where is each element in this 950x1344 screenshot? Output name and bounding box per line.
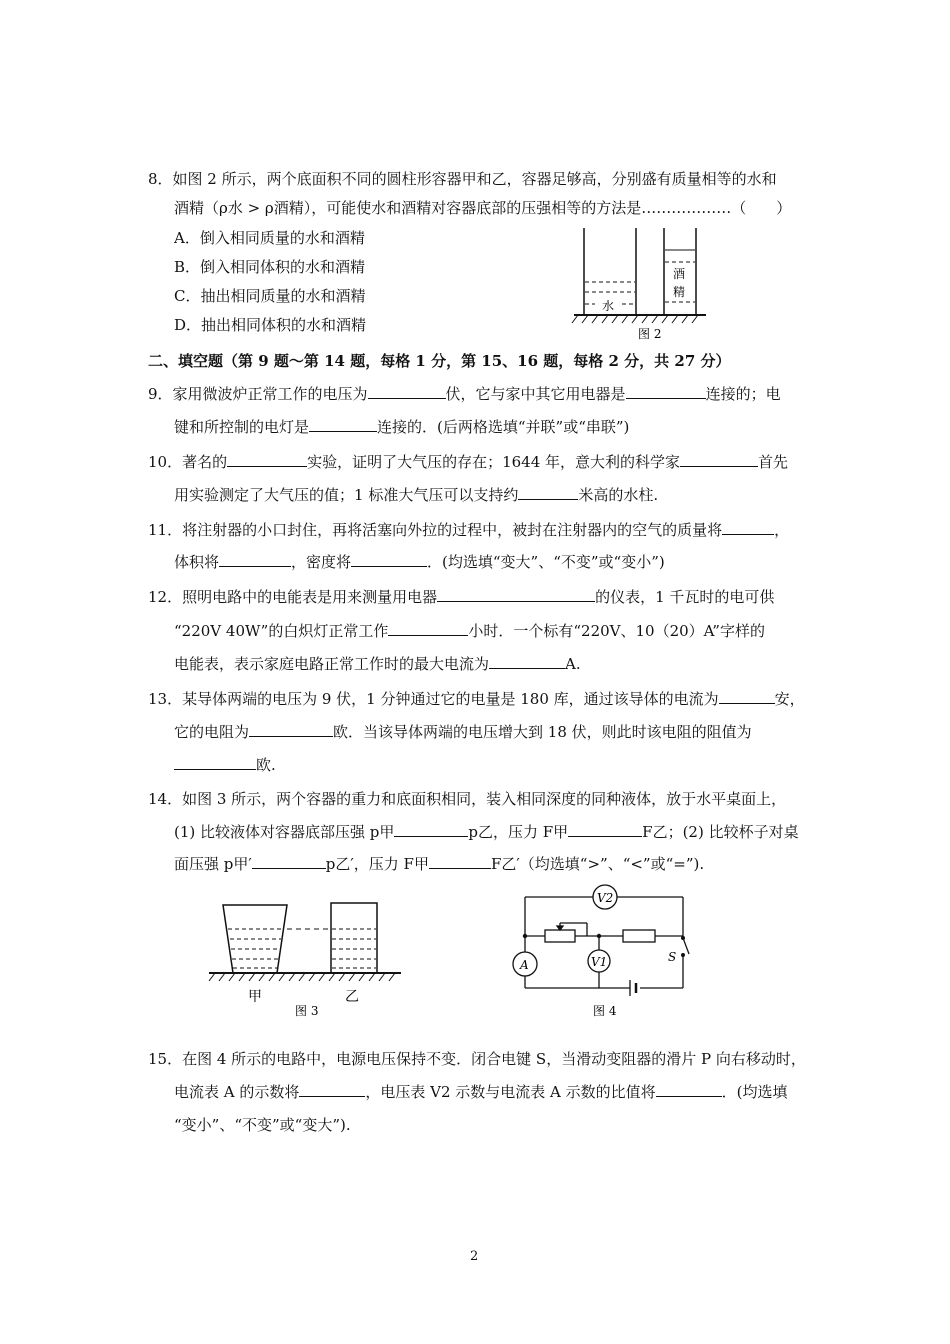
q13-line3: [174, 754, 276, 775]
q14-text-g: F乙′（均选填“>”、“<”或“=”).: [490, 855, 705, 873]
fig2-alcohol-label-2: 精: [673, 285, 686, 299]
q8-line2: 酒精（ρ水 > ρ酒精），可能使水和酒精对容器底部的压强相等的方法是………………（ ）: [174, 199, 792, 217]
q12-text-d: 小时．一个标有“220V、10（20）A”字样的: [468, 622, 765, 640]
q12-blank-2[interactable]: [388, 621, 468, 636]
figure-2: [570, 220, 710, 345]
q14-text-e: 面压强 p甲′: [174, 855, 252, 873]
q12-text-a: 12．照明电路中的电能表是用来测量用电器: [148, 588, 438, 606]
q13-text-d: 欧．当该导体两端的电压增大到 18 伏，则此时该电阻的阻值为: [333, 723, 752, 741]
q13-text-b: 安，: [774, 690, 805, 708]
q12-text-f: A.: [565, 655, 581, 673]
q11-blank-3[interactable]: [351, 552, 427, 567]
q9-text-e: 连接的．(后两格选填“并联”或“串联”): [377, 418, 630, 436]
q14-text-c: p乙，压力 F甲: [468, 823, 569, 841]
fig4-a-label: A: [520, 958, 529, 972]
q15-line3: “变小”、“不变”或“变大”).: [174, 1116, 351, 1134]
q13-text-c: 它的电阻为: [174, 723, 250, 741]
q12-text-b: 的仪表，1 千瓦时的电可供: [595, 588, 775, 606]
q10-text-a: 10．著名的: [148, 453, 228, 471]
q10-blank-2[interactable]: [680, 452, 758, 467]
q12-blank-1[interactable]: [437, 587, 595, 602]
fig3-right-label: 乙: [345, 989, 359, 1005]
fig3-left-label: 甲: [248, 989, 262, 1005]
q9-line1: [148, 383, 781, 404]
q15-text-b: 电流表 A 的示数将: [174, 1083, 300, 1101]
q14-line1: 14．如图 3 所示，两个容器的重力和底面积相同，装入相同深度的同种液体，放于水平桌面上，: [148, 790, 787, 808]
q9-text-d: 键和所控制的电灯是: [174, 418, 310, 436]
fig2-water-label: 水: [602, 299, 615, 313]
q14-blank-3[interactable]: [252, 854, 326, 869]
fig4-v2-label: V2: [597, 891, 614, 905]
fig2-alcohol-label-1: 酒: [673, 267, 686, 281]
q9-text-a: 9．家用微波炉正常工作的电压为: [148, 385, 368, 403]
q13-text-a: 13．某导体两端的电压为 9 伏，1 分钟通过它的电量是 180 库，通过该导体的电流为: [148, 690, 719, 708]
q13-blank-2[interactable]: [249, 722, 333, 737]
q13-blank-3[interactable]: [174, 755, 256, 770]
q9-line2: [174, 416, 629, 437]
q14-blank-1[interactable]: [394, 822, 468, 837]
q12-line3: [174, 653, 581, 674]
q14-blank-4[interactable]: [429, 854, 491, 869]
q10-line2: [174, 484, 658, 505]
q8-option-b: B．倒入相同体积的水和酒精: [174, 258, 366, 276]
q11-line1: [148, 519, 789, 540]
q10-text-c: 首先: [758, 453, 789, 471]
q11-text-d: ，密度将: [291, 553, 352, 571]
fig4-caption: 图 4: [593, 1004, 617, 1018]
q10-blank-1[interactable]: [227, 452, 307, 467]
q15-blank-2[interactable]: [656, 1082, 722, 1097]
q15-line1: 15．在图 4 所示的电路中，电源电压保持不变．闭合电键 S，当滑动变阻器的滑片 P 向右移动时，: [148, 1050, 806, 1068]
q14-line2: [174, 821, 799, 842]
q11-blank-2[interactable]: [219, 552, 291, 567]
q14-line3: [174, 853, 704, 874]
q10-text-e: 米高的水柱.: [578, 486, 659, 504]
q13-line2: [174, 721, 752, 742]
q13-line1: [148, 688, 805, 709]
q15-blank-1[interactable]: [299, 1082, 365, 1097]
q8-option-c: C．抽出相同质量的水和酒精: [174, 287, 366, 305]
q14-text-d: F乙；(2) 比较杯子对桌: [642, 823, 799, 841]
fig4-v1-label: V1: [591, 955, 608, 969]
fig2-caption: 图 2: [638, 327, 662, 341]
q10-blank-3[interactable]: [518, 485, 578, 500]
q12-blank-3[interactable]: [489, 654, 565, 669]
q12-line2: [174, 620, 765, 641]
q10-line1: [148, 451, 788, 472]
section-2-heading: 二、填空题（第 9 题～第 14 题，每格 1 分，第 15、16 题，每格 2 分，共 27 分）: [148, 352, 731, 370]
q11-text-a: 11．将注射器的小口封住，再将活塞向外拉的过程中，被封在注射器内的空气的质量将: [148, 521, 723, 539]
q11-text-b: ，: [774, 521, 790, 539]
q9-text-c: 连接的；电: [705, 385, 781, 403]
figure-4: [505, 880, 695, 1025]
q8-option-a: A．倒入相同质量的水和酒精: [174, 229, 365, 247]
q8-option-d: D．抽出相同体积的水和酒精: [174, 316, 367, 334]
q15-text-d: ．(均选填: [721, 1083, 788, 1101]
fig3-caption: 图 3: [295, 1004, 319, 1018]
q14-blank-2[interactable]: [568, 822, 642, 837]
figure-3: [205, 895, 405, 1020]
q10-text-b: 实验，证明了大气压的存在；1644 年，意大利的科学家: [307, 453, 681, 471]
q15-line2: [174, 1081, 788, 1102]
q9-blank-3[interactable]: [309, 417, 377, 432]
q14-text-b: (1) 比较液体对容器底部压强 p甲: [174, 823, 395, 841]
q11-text-e: ．(均选填“变大”、“不变”或“变小”): [427, 553, 665, 571]
q8-line1: 8．如图 2 所示，两个底面积不同的圆柱形容器甲和乙，容器足够高，分别盛有质量相等的水和: [148, 170, 777, 188]
q11-blank-1[interactable]: [722, 520, 774, 535]
q13-text-e: 欧.: [256, 756, 276, 774]
q11-line2: [174, 551, 665, 572]
page-number: 2: [470, 1249, 479, 1264]
q9-blank-1[interactable]: [368, 384, 446, 399]
q10-text-d: 用实验测定了大气压的值；1 标准大气压可以支持约: [174, 486, 519, 504]
q12-line1: [148, 586, 774, 607]
q9-text-b: 伏，它与家中其它用电器是: [445, 385, 626, 403]
q12-text-e: 电能表，表示家庭电路正常工作时的最大电流为: [174, 655, 490, 673]
q9-blank-2[interactable]: [626, 384, 706, 399]
q15-text-c: ，电压表 V2 示数与电流表 A 示数的比值将: [365, 1083, 656, 1101]
q11-text-c: 体积将: [174, 553, 220, 571]
q13-blank-1[interactable]: [719, 689, 775, 704]
fig4-switch-label: S: [668, 950, 677, 964]
q14-text-f: p乙′，压力 F甲: [325, 855, 429, 873]
q12-text-c: “220V 40W”的白炽灯正常工作: [174, 622, 389, 640]
